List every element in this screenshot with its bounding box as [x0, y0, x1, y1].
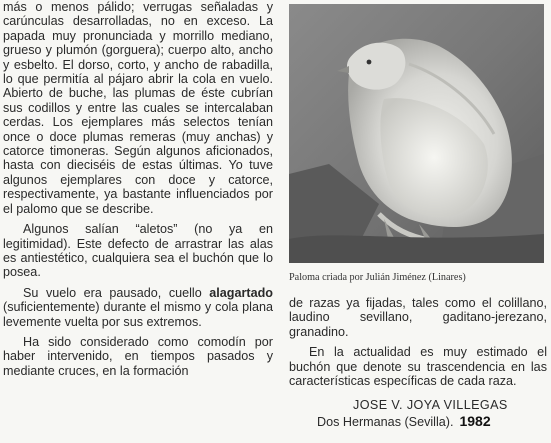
paragraph-vuelo [3, 286, 273, 329]
paragraph-actualidad: En la actualidad es muy estimado el buchón que denote su trascendencia en las características específicas de cada raza. [289, 345, 547, 389]
author-signature [289, 397, 549, 430]
vuelo-text-start: Su vuelo era pausado, cuello [23, 285, 210, 300]
author-place: Dos Hermanas (Sevilla). [317, 415, 454, 429]
photo-caption: Paloma criada por Julián Jiménez (Linares) [289, 272, 466, 283]
publication-year: 1982 [459, 413, 491, 429]
right-column [289, 296, 547, 394]
vuelo-text-end: (suficientemente) durante el mismo y cola plana levemente vuelta por sus extremos. [3, 300, 273, 329]
pigeon-photo-image [289, 4, 544, 263]
paragraph-description: más o menos pálido; verrugas señaladas y carúnculas desarrolladas, no en exceso. La papada muy pronunciada y morrillo mediano, grueso y plumón (gorguera); cuerpo alto, ancho y esbelto. El dorso, corto, y ancho de rabadilla, lo que permitía al pájaro abrir la cola en vuelo. Abierto de buche, las plumas de éste cubrían sus codillos y entre las cuales se intercalaban cerdas. Los ejemplares más selectos tenían once o doce plumas remeras (muy anchas) y catorce timoneras. Según algunos aficionados, hasta con dieciséis de estas últimas. Yo tuve algunos ejemplares con doce y catorce, respectivamente, ya bastante influenciados por el palomo que se describe. [3, 0, 273, 216]
paragraph-comodin: Ha sido considerado como comodín por haber intervenido, en tiempos pasados y mediante cruces, en la formación [3, 334, 273, 378]
author-name: JOSE V. JOYA VILLEGAS [353, 398, 508, 412]
paragraph-aletos: Algunos salían “aletos” (no ya en legitimidad). Este defecto de arrastrar las alas es antiestético, cualquiera sea el buchón que lo posea. [3, 222, 273, 280]
left-column [3, 0, 273, 384]
author-place-line [289, 413, 549, 430]
paragraph-razas: de razas ya fijadas, tales como el colillano, laudino sevillano, gaditano-jerezano, granadino. [289, 296, 547, 339]
vuelo-bold-word: alagartado [209, 285, 273, 300]
pigeon-photo [289, 4, 544, 263]
